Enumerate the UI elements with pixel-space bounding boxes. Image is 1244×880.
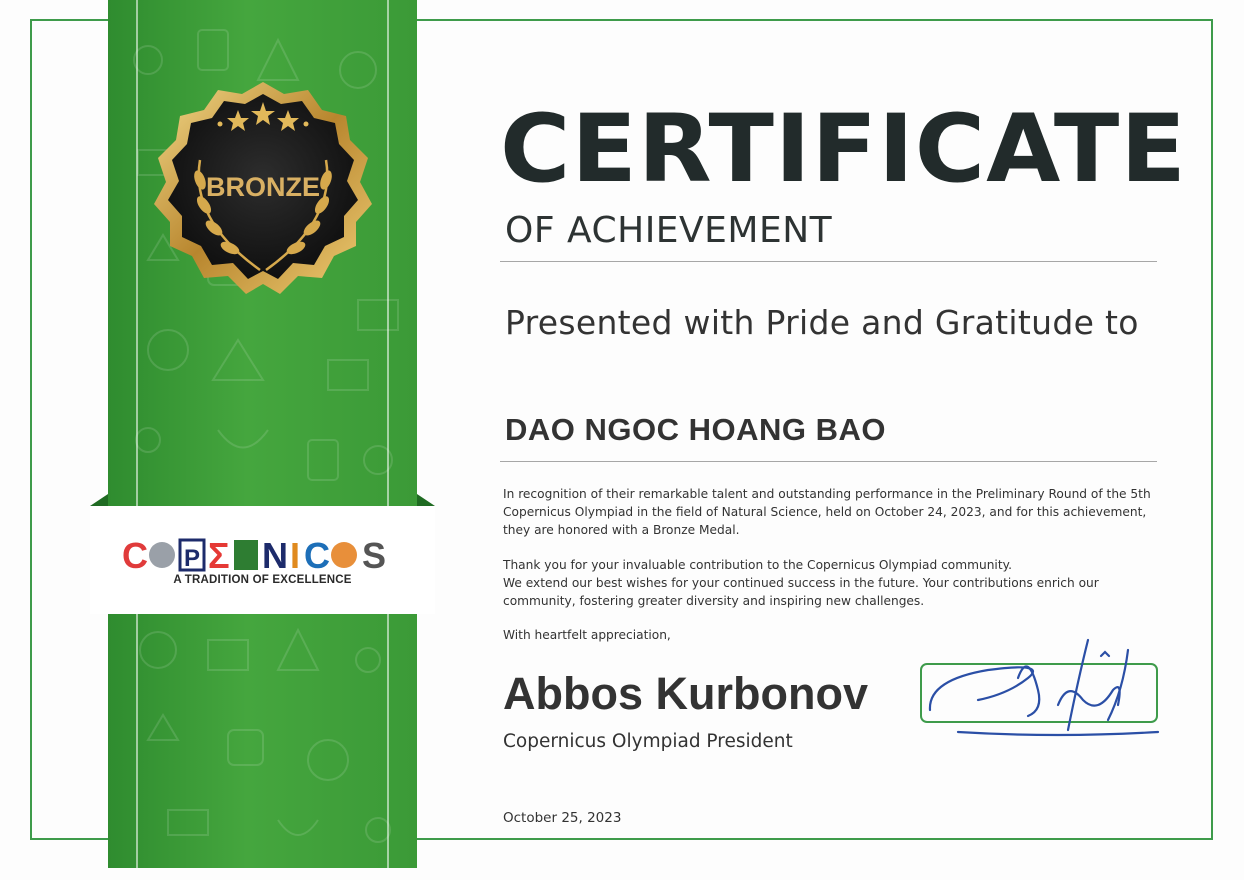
certificate-subtitle: OF ACHIEVEMENT xyxy=(505,210,833,251)
ribbon-fold-left xyxy=(90,494,108,506)
svg-text:Σ: Σ xyxy=(208,535,230,576)
svg-text:C: C xyxy=(304,535,330,576)
certificate-title: CERTIFICATE xyxy=(500,95,1187,204)
svg-text:N: N xyxy=(262,535,288,576)
issue-date: October 25, 2023 xyxy=(503,810,622,826)
signer-role: Copernicus Olympiad President xyxy=(503,731,793,752)
thanks-line-2: We extend our best wishes for your continued success in the future. Your contributions enrich our community, fostering greater diversity and inspiring new challenges. xyxy=(503,576,1099,608)
frame-left-line xyxy=(30,19,32,840)
ribbon-fold-right xyxy=(417,494,435,506)
badge-label: BRONZE xyxy=(206,172,320,202)
svg-text:S: S xyxy=(362,535,387,576)
subtitle-divider xyxy=(500,261,1157,262)
svg-text:I: I xyxy=(290,535,301,576)
bronze-medal-seal-icon xyxy=(150,80,376,298)
ribbon-stripe-left xyxy=(136,0,138,868)
thanks-line-1: Thank you for your invaluable contribution to the Copernicus Olympiad community. xyxy=(503,558,1012,572)
closing-line: With heartfelt appreciation, xyxy=(503,628,671,642)
handwritten-signature xyxy=(918,620,1168,750)
svg-text:P: P xyxy=(184,545,201,572)
ribbon-stripe-right xyxy=(387,0,389,868)
signer-name: Abbos Kurbonov xyxy=(503,668,868,719)
recipient-name: DAO NGOC HOANG BAO xyxy=(505,412,886,447)
logo-tagline: A TRADITION OF EXCELLENCE xyxy=(173,574,352,586)
presented-line: Presented with Pride and Gratitude to xyxy=(505,303,1139,342)
recipient-divider xyxy=(500,461,1157,462)
svg-text:C: C xyxy=(122,535,148,576)
frame-right-line xyxy=(1211,19,1213,840)
logo-band xyxy=(90,506,435,614)
recognition-paragraph: In recognition of their remarkable talent and outstanding performance in the Preliminary Round of the 5th Copernicus Olympiad in the field of Natural Science, held on October 24, 2023, and for this achievement, they are honored with a Bronze Medal. xyxy=(503,487,1151,537)
copernicus-logo-icon xyxy=(122,528,402,578)
